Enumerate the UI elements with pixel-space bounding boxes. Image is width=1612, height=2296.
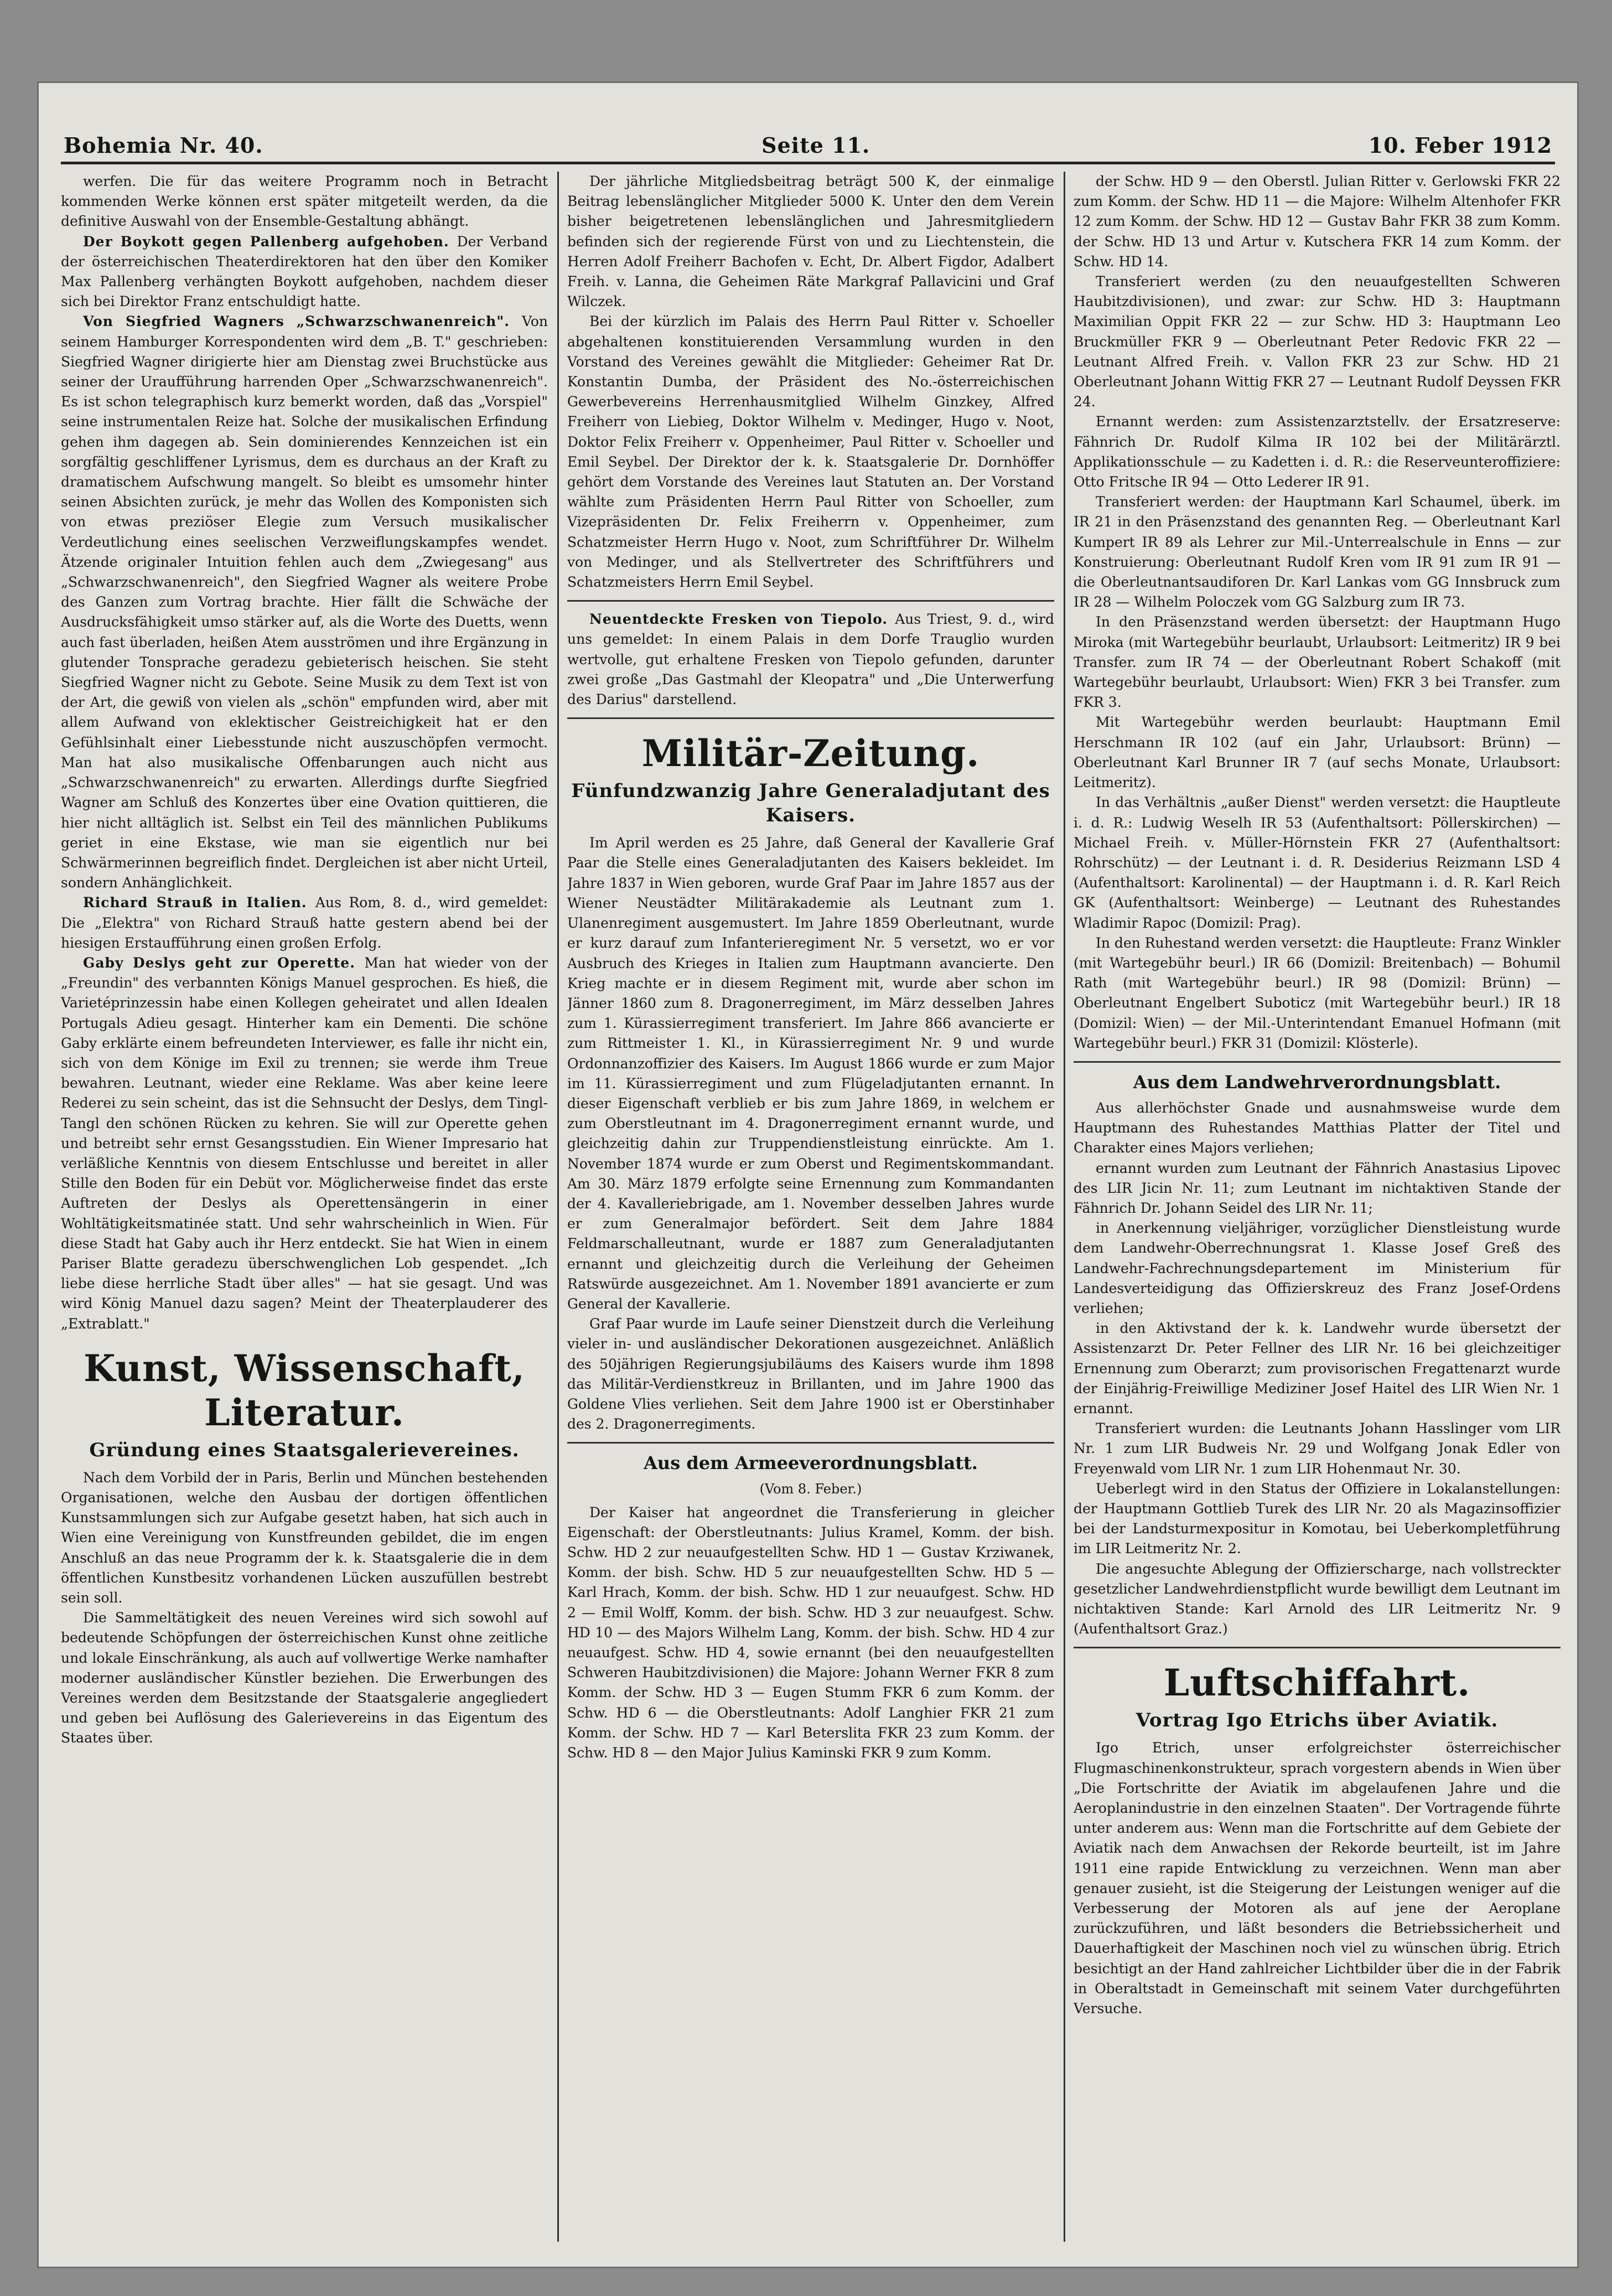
paragraph-text: Graf Paar wurde im Laufe seiner Dienstzeit durch die Verleihung vieler in- und ausländischer Dekorationen ausgezeichnet. Anläßlich des 50jährigen Regierungsjubiläums des Kaisers wurde ihm 1898 das Militär-Verdienstkreuz in Brillanten, und im Jahre 1900 das Goldene Vlies verliehen. Seit dem Jahre 1900 ist er Oberstinhaber des 2. Dragonerregiments. bbox=[567, 1316, 1054, 1433]
inline-heading: Richard Strauß in Italien. bbox=[83, 894, 315, 911]
paragraph-text: Aus Rom, 8. d., wird gemeldet: Die „Elektra" von Richard Strauß hatte gestern abend bei der hiesigen Erstaufführung einen großen Erfolg. bbox=[61, 894, 548, 951]
page-number: Seite 11. bbox=[761, 133, 870, 158]
separator-rule bbox=[567, 600, 1054, 602]
paragraph bbox=[567, 1314, 1054, 1434]
issue-date: 10. Feber 1912 bbox=[1368, 133, 1552, 158]
paragraph bbox=[61, 232, 548, 312]
paragraph-text: der Schw. HD 9 — den Oberstl. Julian Ritter v. Gerlowski FKR 22 zum Komm. der Schw. HD 11 — die Majore: Wilhelm Altenhofer FKR 12 zum Komm. der Schw. HD 12 — Gustav Bahr FKR 38 zum Komm. der Schw. HD 13 und Artur v. Kutschera FKR 14 zum Komm. der Schw. HD 14. bbox=[1074, 173, 1561, 270]
paragraph-text: Bei der kürzlich im Palais des Herrn Paul Ritter v. Schoeller abgehaltenen konstituierenden Versammlung wurden in den Vorstand des Vereines gewählt die Mitglieder: Geheimer Rat Dr. Konstantin Dumba, der Präsident des No.-österreichischen Gewerbevereins Herrenhausmitglied Wilhelm Ginzkey, Alfred Freiherr von Liebieg, Doktor Wilhelm v. Medinger, Hugo v. Noot, Doktor Felix Freiherr v. Oppenheimer, Paul Ritter v. Schoeller und Emil Seybel. Der Direktor der k. k. Staatsgalerie Dr. Dornhöffer gehört dem Vorstande des Vereines laut Statuten an. Der Vorstand wählte zum Präsidenten Herrn Paul Ritter von Schoeller, zum Vizepräsidenten Dr. Felix Freiherrn v. Oppenheimer, zum Schatzmeister Herrn Hugo v. Noot, zum Schriftführer Dr. Wilhelm von Medinger, und als Stellvertreter des Schriftführers und Schatzmeisters Herrn Emil Seybel. bbox=[567, 313, 1054, 591]
paragraph bbox=[61, 312, 548, 893]
paragraph-text: In den Präsenzstand werden übersetzt: der Hauptmann Hugo Miroka (mit Wartegebühr beurlaubt, Urlaubsort: Leitmeritz) IR 9 bei Transfer. zum IR 74 — der Oberleutnant Robert Schakoff (mit Wartegebühr beurlaubt, Urlaubsort: Wien) FKR 3 bei Transfer. zum FKR 3. bbox=[1074, 614, 1561, 711]
inline-heading: Gaby Deslys geht zur Operette. bbox=[83, 954, 365, 971]
column-1 bbox=[61, 172, 548, 2242]
article-headline: Aus dem Armeeverordnungsblatt. bbox=[644, 1452, 978, 1474]
section-title: Luftschiffahrt. bbox=[1163, 1661, 1471, 1705]
paragraph bbox=[567, 833, 1054, 1314]
paragraph bbox=[61, 953, 548, 1334]
separator-rule bbox=[1074, 1647, 1561, 1648]
paragraph bbox=[1074, 712, 1561, 793]
paragraph-text: in den Aktivstand der k. k. Landwehr wurde übersetzt der Assistenzarzt Dr. Peter Fellner des LIR Nr. 16 bei gleichzeitiger Ernennung zum Oberarzt; zum provisorischen Fregattenarzt wurde der Einjährig-Freiwillige Mediziner Josef Haitel des LIR Wien Nr. 1 ernannt. bbox=[1074, 1320, 1561, 1416]
column-divider bbox=[1064, 172, 1065, 2242]
paragraph bbox=[1074, 412, 1561, 492]
paragraph-text: Die angesuchte Ablegung der Offizierscharge, nach vollstreckter gesetzlicher Landwehrdienstpflicht wurde bewilligt dem Leutnant im nichtaktiven Stande: Karl Arnold des LIR Leitmeritz Nr. 9 (Aufenthaltsort Graz.) bbox=[1074, 1560, 1561, 1637]
paragraph-text: Im April werden es 25 Jahre, daß General der Kavallerie Graf Paar die Stelle eines Generaladjutanten des Kaisers bekleidet. Im Jahre 1837 in Wien geboren, wurde Graf Paar im Jahre 1857 aus der Wiener Neustädter Militärakademie als Leutnant zum 1. Ulanenregiment ausgemustert. Im Jahre 1859 Oberleutnant, wurde er kurz darauf zum Infanterieregiment Nr. 5 versetzt, wo er vor Ausbruch des Krieges in Italien zum Hauptmann avancierte. Den Krieg machte er in diesem Regiment mit, wurde aber schon im Jänner 1860 zum 8. Dragonerregiment, im März desselben Jahres zum 1. Kürassierregiment transferiert. Im Jahre 866 avancierte er zum Rittmeister 1. Kl., in Kürassierregiment Nr. 9 und wurde Ordonnanzoffizier des Kaisers. Im August 1866 wurde er zum Major im 11. Kürassierregiment und zum Flügeladjutanten ernannt. In dieser Eigenschaft verblieb er bis zum Jahre 1869, in welchem er zum Oberstleutnant im 4. Dragonerregiment ernannt wurde, und gleichzeitig dahin zur Truppendienstleistung einrückte. Am 1. November 1874 wurde er zum Oberst und Regimentskommandant. Am 30. März 1879 erfolgte seine Ernennung zum Kommandanten der 4. Kavalleriebrigade, am 1. November desselben Jahres wurde er zum Generalmajor befördert. Seit dem Jahre 1884 Feldmarschalleutnant, wurde er 1887 zum Generaladjutanten ernannt und gleichzeitig durch die Verleihung der Geheimen Ratswürde ausgezeichnet. Am 1. November 1891 avancierte er zum General der Kavallerie. bbox=[567, 835, 1054, 1312]
paragraph bbox=[1074, 1419, 1561, 1479]
paragraph-text: Der Verband der österreichischen Theaterdirektoren hat den über den Komiker Max Pallenberg verhängten Boykott aufgehoben, nachdem dieser sich bei Direktor Franz entschuldigt hatte. bbox=[61, 233, 548, 310]
paragraph-text: in Anerkennung vieljähriger, vorzüglicher Dienstleistung wurde dem Landwehr-Oberrechnungsrat 1. Klasse Josef Greß des Landwehr-Fachrechnungsdepartement im Ministerium für Landesverteidigung das Offizierskreuz des Franz Josef-Ordens verliehen; bbox=[1074, 1220, 1561, 1316]
paragraph bbox=[1074, 172, 1561, 272]
paragraph-text: In den Ruhestand werden versetzt: die Hauptleute: Franz Winkler (mit Wartegebühr beurl.) IR 66 (Domizil: Breitenbach) — Bohumil Rath (mit Wartegebühr beurl.) IR 98 (Domizil: Brünn) — Oberleutnant Engelbert Suboticz (mit Wartegebühr beurl.) IR 18 (Domizil: Wien) — der Mil.-Unterintendant Emanuel Hofmann (mit Wartegebühr beurl.) FKR 31 (Domizil: Klösterle). bbox=[1074, 934, 1561, 1051]
paragraph bbox=[1074, 1159, 1561, 1219]
paragraph-text: Mit Wartegebühr werden beurlaubt: Hauptmann Emil Herschmann IR 102 (auf ein Jahr, Urlaubsort: Brünn) — Oberleutnant Karl Brunner IR 7 (auf sechs Monate, Urlaubsort: Leitmeritz). bbox=[1074, 714, 1561, 791]
paragraph-text: Igo Etrich, unser erfolgreichster österreichischer Flugmaschinenkonstrukteur, sprach vorgestern abends in Wien über „Die Fortschritte der Aviatik im abgelaufenen Jahre und die Aeroplanindustrie in den einzelnen Staaten". Der Vortragende führte unter anderem aus: Wenn man die Fortschritte auf dem Gebiete der Aviatik nach dem Anwachsen der Rekorde beurteilt, ist im Jahre 1911 eine rapide Entwicklung zu verzeichnen. Wenn man aber genauer zusieht, ist die Steigerung der Leistungen weniger auf die Verbesserung der Motoren als auf jene der Aeroplane zurückzuführen, und läßt besonders die Betriebssicherheit und Dauerhaftigkeit der Maschinen noch viel zu wünschen übrig. Etrich besichtigt an der Hand zahlreicher Lichtbilder über die in der Fabrik in Oberaltstadt in Gemeinschaft mit seinem Vater durchgeführten Versuche. bbox=[1074, 1740, 1561, 2017]
article-headline: Fünfundzwanzig Jahre Generaladjutant des Kaisers. bbox=[571, 780, 1050, 827]
column-divider bbox=[557, 172, 559, 2242]
paragraph bbox=[567, 172, 1054, 312]
paragraph-text: Der jährliche Mitgliedsbeitrag beträgt 500 K, der einmalige Beitrag lebenslänglicher Mitglieder 5000 K. Unter den dem Verein bisher beigetretenen lebenslänglichen und Jahresmitgliedern befinden sich der regierende Fürst von und zu Liechtenstein, die Herren Adolf Freiherr Bachofen v. Echt, Dr. Albert Figdor, Adalbert Freih. v. Lanna, die Geheimen Räte Markgraf Pallavicini und Graf Wilczek. bbox=[567, 173, 1054, 310]
paragraph bbox=[1074, 492, 1561, 612]
paragraph-text: Transferiert werden (zu den neuaufgestellten Schweren Haubitzdivisionen), und zwar: zur Schw. HD 3: Hauptmann Maximilian Oppit FKR 22 — zur Schw. HD 3: Hauptmann Leo Bruckmüller FKR 9 — Oberleutnant Peter Redovic FKR 22 — Leutnant Alfred Freih. v. Vallon FKR 23 zur Schw. HD 21 Oberleutnant Johann Wittig FKR 27 — Leutnant Rudolf Deyssen FKR 24. bbox=[1074, 273, 1561, 410]
paragraph bbox=[1074, 1318, 1561, 1419]
paragraph-text: Man hat wieder von der „Freundin" des verbannten Königs Manuel gesprochen. Es hieß, die Varietéprinzessin habe einen Kollegen geheiratet und allen Idealen Portugals Adieu gesagt. Hinterher kam ein Dementi. Die schöne Gaby erklärte einem befreundeten Interviewer, es falle ihr nicht ein, sich von dem Könige im Exil zu trennen; sie werde ihm Treue bewahren. Leutnant, wieder eine Reklame. Was aber keine leere Rederei zu sein scheint, das ist die Sehnsucht der Deslys, dem Tingl-Tangl den schönen Rücken zu kehren. Sie will zur Operette gehen und betreibt sehr ernst Gesangsstudien. Ein Wiener Impresario hat verläßliche Kenntnis von diesem Entschlusse und bereitet in aller Stille den Boden für ein Debüt vor. Möglicherweise findet das erste Auftreten der Deslys als Operettensängerin in einer Wohltätigkeitsmatinée statt. Und sehr wahrscheinlich in Wien. Für diese Stadt hat Gaby auch ihr Herz entdeckt. Sie hat Wien in einem Pariser Blatte geradezu überschwenglichen Lob gespendet. „Ich liebe diese herrliche Stadt über alles" — hat sie gesagt. Und was wird König Manuel dazu sagen? Meint der Theaterplauderer des „Extrablatt." bbox=[61, 954, 548, 1332]
paragraph bbox=[1074, 1479, 1561, 1559]
paragraph-text: Der Kaiser hat angeordnet die Transferierung in gleicher Eigenschaft: der Oberstleutnants: Julius Kramel, Komm. der bish. Schw. HD 2 zur neuaufgestellten Schw. HD 1 — Gustav Krziwanek, Komm. der bish. Schw. HD 5 zur neuaufgestellten Schw. HD 5 — Karl Hrach, Komm. der bish. Schw. HD 1 zur neuaufgest. Schw. HD 2 — Emil Wolff, Komm. der bish. Schw. HD 3 zur neuaufgest. Schw. HD 10 — des Majors Wilhelm Lang, Komm. der bish. Schw. HD 4 zur neuaufgest. Schw. HD 4, sowie ernannt (bei den neuaufgestellten Schweren Haubitzdivisionen) die Majore: Johann Werner FKR 8 zum Komm. der Schw. HD 3 — Eugen Stumm FKR 6 zum Komm. der Schw. HD 6 — die Oberstleutnants: Adolf Langhier FKR 21 zum Komm. der Schw. HD 7 — Karl Beterslita FKR 23 zum Komm. der Schw. HD 8 — den Major Julius Kaminski FKR 9 zum Komm. bbox=[567, 1504, 1054, 1761]
paragraph-text: Aus Triest, 9. d., wird uns gemeldet: In einem Palais in dem Dorfe Trauglio wurden wertvolle, gut erhaltene Fresken von Tiepolo gefunden, darunter zwei große „Das Gastmahl der Kleopatra" und „Die Unterwerfung des Darius" darstellend. bbox=[567, 611, 1054, 708]
paragraph bbox=[1074, 933, 1561, 1053]
paragraph-text: In das Verhältnis „außer Dienst" werden versetzt: die Hauptleute i. d. R.: Ludwig Weselh IR 53 (Aufenthaltsort: Pöllerskirchen) — Michael Freih. v. Müller-Hörnstein FKR 27 (Aufenthaltsort: Rohrschütz) — der Leutnant i. d. R. Desiderius Reizmann LSD 4 (Aufenthaltsort: Karolinental) — der Hauptmann i. d. R. Karl Reich GK (Aufenthaltsort: Weinberge) — Leutnant des Ruhestandes Wladimir Rapoc (Domizil: Prag). bbox=[1074, 794, 1561, 931]
paragraph bbox=[1074, 1559, 1561, 1640]
dateline: (Vom 8. Feber.) bbox=[759, 1481, 862, 1497]
column-3 bbox=[1074, 172, 1561, 2242]
page-header bbox=[64, 119, 1552, 158]
column-2 bbox=[567, 172, 1054, 2242]
paragraph bbox=[61, 1468, 548, 1608]
paragraph bbox=[61, 1608, 548, 1748]
section-title: Kunst, Wissenschaft, Literatur. bbox=[84, 1346, 525, 1434]
inline-heading: Der Boykott gegen Pallenberg aufgehoben. bbox=[83, 233, 457, 250]
paragraph-text: Nach dem Vorbild der in Paris, Berlin und München bestehenden Organisationen, welche den Ausbau der dortigen öffentlichen Kunstsammlungen sich zur Aufgabe gesetzt haben, hat sich auch in Wien eine Vereinigung von Kunstfreunden gebildet, die im engen Anschluß an das neue Programm der k. k. Staatsgalerie die in dem öffentlichen Kunstbesitz vorhandenen Lücken auszufüllen bestrebt sein soll. bbox=[61, 1469, 548, 1606]
paragraph-text: Ernannt werden: zum Assistenzarztstellv. der Ersatzreserve: Fähnrich Dr. Rudolf Kilma IR 102 bei der Militärärztl. Applikationsschule — zu Kadetten i. d. R.: die Reserveunteroffiziere: Otto Fritsche IR 94 — Otto Lederer IR 91. bbox=[1074, 413, 1561, 490]
paragraph-text: Transferiert werden: der Hauptmann Karl Schaumel, überk. im IR 21 in den Präsenzstand des genannten Reg. — Oberleutnant Karl Kumpert IR 89 als Lehrer zur Mil.-Unterrealschule in Enns — zur Konstruierung: Oberleutnant Rudolf Kren vom IR 91 zum IR 91 — die Oberleutnantsaudiforen Dr. Karl Lankas vom GG Innsbruck zum IR 28 — Wilhelm Poloczek vom GG Salzburg zum IR 73. bbox=[1074, 494, 1561, 611]
paragraph-text: Ueberlegt wird in den Status der Offiziere in Lokalanstellungen: der Hauptmann Gottlieb Turek des LIR Nr. 20 als Magazinsoffizier bei der Landsturmexpositur in Komotau, bei Ueberkompletführung im LIR Leitmeritz Nr. 2. bbox=[1074, 1480, 1561, 1557]
section-title: Militär-Zeitung. bbox=[641, 732, 980, 775]
newspaper-page bbox=[39, 83, 1577, 2267]
paragraph-text: ernannt wurden zum Leutnant der Fähnrich Anastasius Lipovec des LIR Jicin Nr. 11; zum Leutnant im nichtaktiven Stande der Fähnrich Dr. Johann Seidel des LIR Nr. 11; bbox=[1074, 1160, 1561, 1216]
inline-heading: Von Siegfried Wagners „Schwarzschwanenreich". bbox=[83, 313, 522, 330]
inline-heading: Neuentdeckte Fresken von Tiepolo. bbox=[589, 611, 895, 628]
paragraph-text: Transferiert wurden: die Leutnants Johann Hasslinger vom LIR Nr. 1 zum LIR Budweis Nr. 29 und Wolfgang Jonak Edler von Freyenwald vom LIR Nr. 1 zum LIR Hohenmaut Nr. 30. bbox=[1074, 1420, 1561, 1477]
paragraph bbox=[61, 893, 548, 953]
paragraph-text: Von seinem Hamburger Korrespondenten wird dem „B. T." geschrieben: Siegfried Wagner dirigierte hier am Dienstag zwei Bruchstücke aus seiner der Uraufführung harrenden Oper „Schwarzschwanenreich". Es ist schon telegraphisch kurz bemerkt worden, daß das „Vorspiel" seine instrumentalen Reize hat. Solche der musikalischen Erfindung gehen ihm dagegen ab. Sein dominierendes Kennzeichen ist ein sorgfältig geschliffener Lyrismus, dem es durchaus an der Kraft zu dramatischem Aufschwung mangelt. So bleibt es umsomehr hinter seinen Absichten zurück, je mehr das Wollen des Komponisten sich von etwas preziöser Elegie zum Versuch musikalischer Verdeutlichung eines seelischen Verzweiflungskampfes wendet. Ätzende originaler Intuition fehlen auch dem „Zwiegesang" aus „Schwarzschwanenreich", den Siegfried Wagner als weitere Probe des Ganzen zum Vortrag brachte. Hier fällt die Schwäche der Ausdrucksfähigkeit umso stärker auf, als die Worte des Duetts, wenn auch fast überladen, heißen Atem ausströmen und ihre Ergänzung in glutender Tonsprache geradezu gebieterisch heischen. Sie steht Siegfried Wagner nicht zu Gebote. Seine Musik zu dem Text ist von der Art, die gewiß von vielen als „schön" empfunden wird, aber mit allem Aufwand von eklektischer Geistreichigkeit hat er den Gefühlsinhalt einer Liebesstunde nicht auszuschöpfen vermocht. Man hat also musikalische Offenbarungen auch nicht aus „Schwarzschwanenreich" zu erwarten. Allerdings durfte Siegfried Wagner am Schluß des Konzertes über eine Ovation quittieren, die hier nicht alltäglich ist. Selbst ein Teil des männlichen Publikums geriet in eine Ekstase, wie man sie eigentlich nur bei Schwärmerinnen begreiflich findet. Dergleichen ist aber nicht Urteil, sondern Anhänglichkeit. bbox=[61, 313, 548, 891]
paragraph bbox=[1074, 272, 1561, 412]
paragraph-text: werfen. Die für das weitere Programm noch in Betracht kommenden Werke können erst später mitgeteilt werden, da die definitive Auswahl von der Ensemble-Gestaltung abhängt. bbox=[61, 173, 548, 230]
paragraph bbox=[567, 609, 1054, 710]
paragraph bbox=[1074, 612, 1561, 712]
header-rule bbox=[61, 162, 1555, 164]
paragraph bbox=[1074, 1738, 1561, 2019]
paragraph bbox=[567, 1503, 1054, 1764]
paragraph bbox=[1074, 1218, 1561, 1318]
paragraph bbox=[567, 312, 1054, 592]
paragraph bbox=[61, 172, 548, 232]
paragraph bbox=[1074, 793, 1561, 933]
separator-rule bbox=[567, 717, 1054, 719]
article-headline: Aus dem Landwehrverordnungsblatt. bbox=[1133, 1071, 1501, 1093]
separator-rule bbox=[1074, 1061, 1561, 1063]
paragraph-text: Aus allerhöchster Gnade und ausnahmsweise wurde dem Hauptmann des Ruhestandes Matthias Platter der Titel und Charakter eines Majors verliehen; bbox=[1074, 1099, 1561, 1156]
separator-rule bbox=[567, 1442, 1054, 1444]
article-headline: Gründung eines Staatsgalerievereines. bbox=[89, 1439, 520, 1461]
paragraph-text: Die Sammeltätigkeit des neuen Vereines wird sich sowohl auf bedeutende Schöpfungen der österreichischen Kunst ohne zeitliche und lokale Einschränkung, als auch auf vollwertige Werke namhafter moderner ausländischer Künstler beziehen. Die Erwerbungen des Vereines werden dem Besitzstande der Staatsgalerie angegliedert und geben bei Auflösung des Galerievereins in das Eigentum des Staates über. bbox=[61, 1610, 548, 1746]
paragraph bbox=[1074, 1098, 1561, 1159]
issue-label: Bohemia Nr. 40. bbox=[64, 133, 263, 158]
article-headline: Vortrag Igo Etrichs über Aviatik. bbox=[1136, 1709, 1499, 1732]
